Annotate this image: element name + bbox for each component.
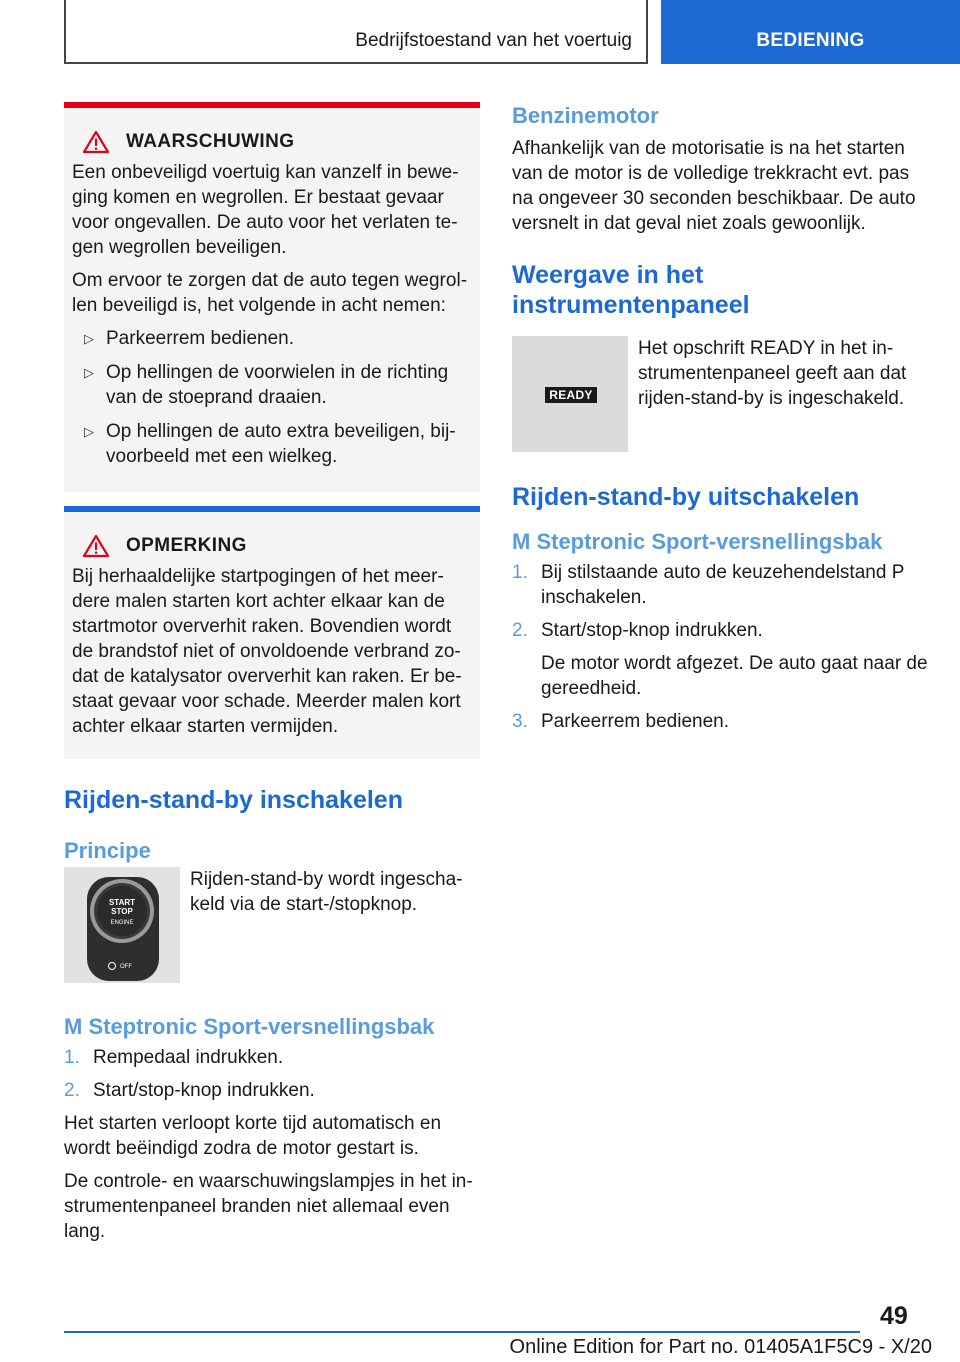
section-heading-off: Rijden-stand-by uitschakelen bbox=[512, 483, 860, 511]
steptronic-heading-off: M Steptronic Sport-versnellingsbak bbox=[512, 529, 883, 554]
step-text: Rempedaal indrukken. bbox=[93, 1047, 284, 1068]
list-item bbox=[64, 1078, 480, 1103]
header-section-title: Bedrijfstoestand van het voertuig bbox=[355, 30, 632, 51]
warning-triangle-icon bbox=[82, 130, 110, 154]
start-stop-button-icon bbox=[64, 867, 180, 983]
petrol-text: Afhankelijk van de motorisatie is na het starten van de motor is de volledige trekkracht evt. pas na ongeveer 30 seconden beschikbaar. De auto versnelt in dat geval niet zoals gewoonlijk. bbox=[512, 138, 916, 234]
footer-divider bbox=[64, 1331, 860, 1333]
principle-text: Rijden-stand-by wordt ingeschakeld via de start-/stopknop. bbox=[190, 869, 463, 915]
step-number: 2. bbox=[64, 1080, 80, 1101]
step-text: Start/stop-knop indrukken. bbox=[93, 1080, 315, 1101]
step-number: 1. bbox=[64, 1047, 80, 1068]
instrument-panel-image bbox=[512, 336, 628, 452]
step-number: 1. bbox=[512, 562, 528, 583]
right-column bbox=[512, 102, 932, 742]
note-box-title: OPMERKING bbox=[126, 535, 247, 556]
button-label-engine: ENGINE bbox=[110, 920, 134, 926]
warning-triangle-icon bbox=[82, 534, 110, 558]
principle-row bbox=[64, 867, 480, 983]
list-item bbox=[512, 560, 932, 610]
list-item bbox=[64, 1045, 480, 1070]
list-item bbox=[72, 360, 472, 410]
button-label-off: OFF bbox=[120, 964, 132, 970]
warning-box-header bbox=[72, 130, 472, 154]
start-info-paragraph: Het starten verloopt korte tijd automatisch en wordt beëindigd zodra de motor gestart is. bbox=[64, 1113, 442, 1159]
triangle-bullet-icon: ▷ bbox=[84, 365, 94, 380]
stop-steps-list bbox=[512, 560, 932, 734]
note-paragraph: Bij herhaaldelijke startpogingen of het meerdere malen starten kort achter elkaar kan de startmotor oververhit raken. Bovendien wordt de brandstof niet of onvoldoende verbrand zodat de katalysator oververhit kan raken. Er bestaat gevaar voor schade. Meerder malen kort achter elkaar starten vermijden. bbox=[72, 566, 462, 737]
note-box-header bbox=[72, 534, 472, 558]
page-number: 49 bbox=[880, 1302, 908, 1330]
display-text: Het opschrift READY in het instrumentenpaneel geeft aan dat rijden-stand-by is ingeschakeld. bbox=[638, 338, 907, 409]
list-item bbox=[72, 419, 472, 469]
step-text: Bij stilstaande auto de keuzehendelstand P inschakelen. bbox=[541, 562, 905, 608]
header-section-frame bbox=[64, 0, 648, 64]
list-item bbox=[72, 326, 472, 351]
start-stop-button-image bbox=[64, 867, 180, 983]
step-number: 2. bbox=[512, 620, 528, 641]
footer-edition: Online Edition for Part no. 01405A1F5C9 - X/20 bbox=[509, 1336, 932, 1358]
ready-badge: READY bbox=[545, 387, 597, 403]
bullet-text: Op hellingen de auto extra beveiligen, bijvoorbeeld met een wielkeg. bbox=[106, 421, 456, 467]
warning-bullet-list bbox=[72, 326, 472, 469]
list-item bbox=[512, 618, 932, 701]
list-item bbox=[512, 709, 932, 734]
step-number: 3. bbox=[512, 711, 528, 732]
display-heading bbox=[512, 260, 932, 320]
warning-paragraph: Om ervoor te zorgen dat de auto tegen wegrollen beveiligd is, het volgende in acht nemen: bbox=[72, 270, 468, 316]
start-steps-list bbox=[64, 1045, 480, 1103]
section-heading-on: Rijden-stand-by inschakelen bbox=[64, 786, 403, 814]
chapter-tab-label: BEDIENING bbox=[756, 30, 865, 51]
chapter-tab[interactable] bbox=[661, 0, 960, 64]
warning-box-title: WAARSCHUWING bbox=[126, 131, 295, 152]
warning-paragraph: Een onbeveiligd voertuig kan vanzelf in beweging komen en wegrollen. Er bestaat gevaar voor ongevallen. De auto voor het verlaten tegen wegrollen beveiligen. bbox=[72, 162, 459, 258]
left-column bbox=[64, 102, 480, 1252]
warning-box bbox=[64, 102, 480, 492]
step-text: Parkeerrem bedienen. bbox=[541, 711, 729, 732]
display-row bbox=[512, 336, 932, 452]
bullet-text: Parkeerrem bedienen. bbox=[106, 328, 294, 349]
button-label-stop: STOP bbox=[111, 907, 133, 916]
principle-heading: Principe bbox=[64, 838, 151, 863]
display-heading-line1: Weergave in het bbox=[512, 261, 704, 289]
note-box bbox=[64, 506, 480, 759]
petrol-heading: Benzinemotor bbox=[512, 103, 659, 128]
start-info-paragraph: De controle- en waarschuwingslampjes in het instrumentenpaneel branden niet allemaal even lang. bbox=[64, 1171, 473, 1242]
triangle-bullet-icon: ▷ bbox=[84, 424, 94, 439]
triangle-bullet-icon: ▷ bbox=[84, 331, 94, 346]
step-text: Start/stop-knop indrukken. bbox=[541, 620, 763, 641]
steptronic-heading-on: M Steptronic Sport-versnellingsbak bbox=[64, 1014, 435, 1039]
button-label-start: START bbox=[108, 898, 136, 907]
display-heading-line2: instrumentenpaneel bbox=[512, 291, 750, 319]
bullet-text: Op hellingen de voorwielen in de richting van de stoeprand draaien. bbox=[106, 362, 449, 408]
step-sub-text: De motor wordt afgezet. De auto gaat naar de gereedheid. bbox=[541, 653, 928, 699]
